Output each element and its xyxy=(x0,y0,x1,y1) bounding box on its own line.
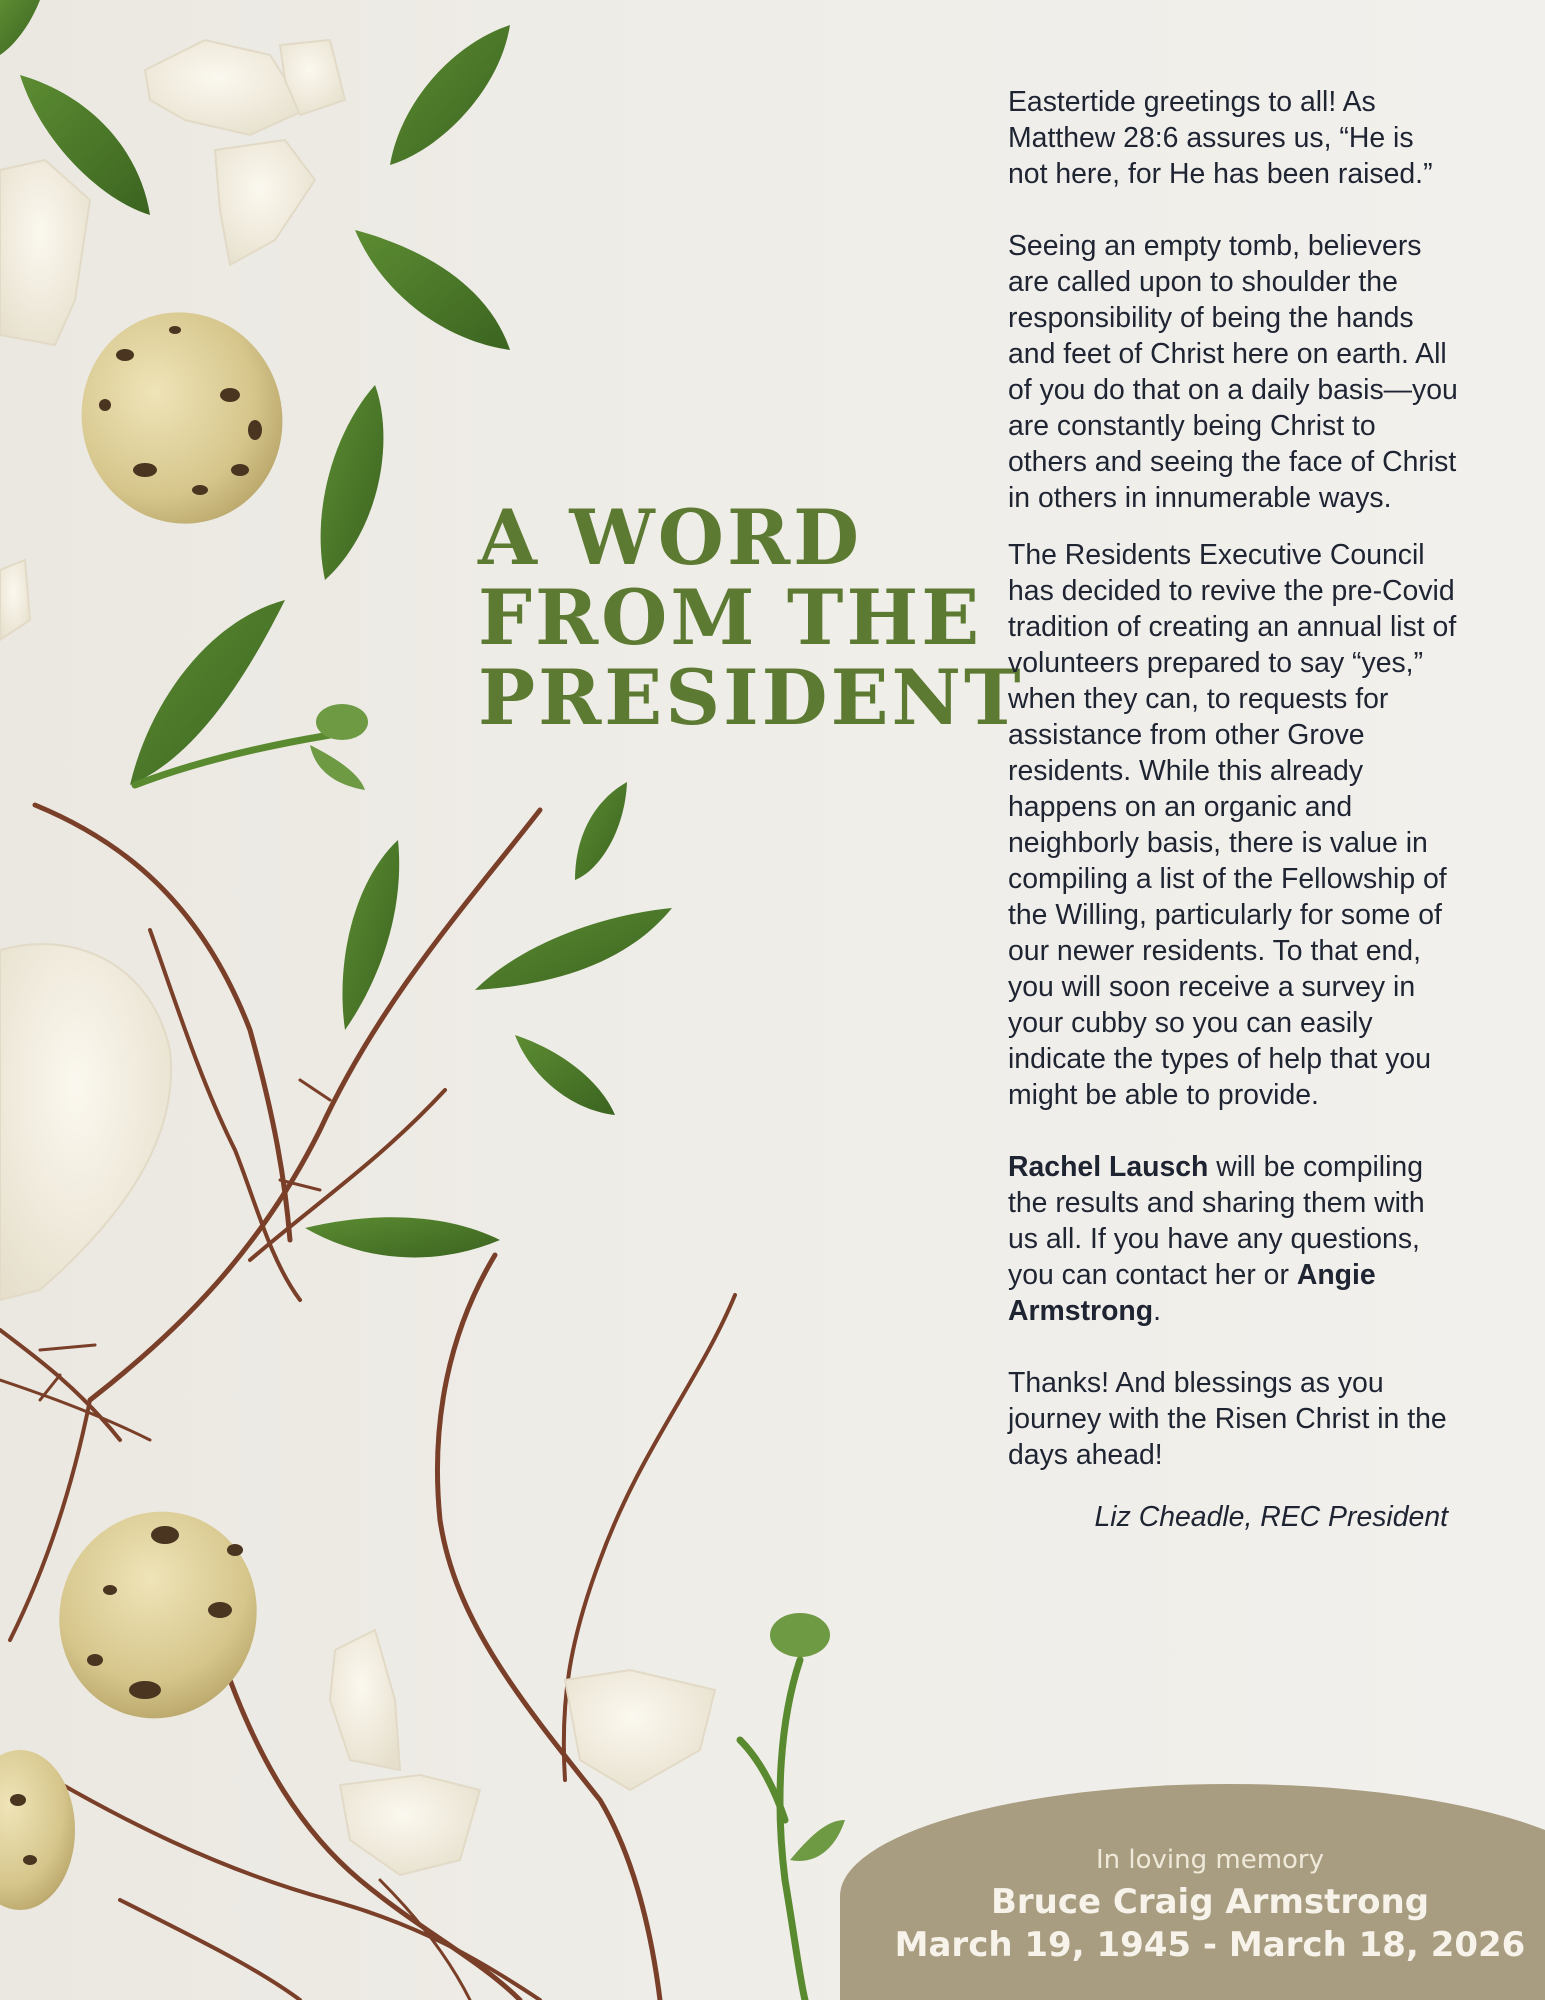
letter-text: . xyxy=(1153,1295,1162,1327)
person-name-bold: Rachel Lausch xyxy=(1008,1151,1209,1183)
title-line: A WORD xyxy=(478,493,863,582)
memorial-intro: In loving memory xyxy=(1095,1845,1325,1875)
letter-paragraph xyxy=(1008,1149,1460,1329)
title-line: FROM THE xyxy=(478,573,983,662)
letter-text: will be compiling the results and sharing them with us all. If you have any questions, you can contact her or xyxy=(1008,1151,1425,1291)
memorial-dates: March 19, 1945 - March 18, 2026 xyxy=(894,1925,1526,1965)
letter-paragraph: Thanks! And blessings as you journey with the Risen Christ in the days ahead! xyxy=(1008,1367,1447,1471)
memorial-text xyxy=(860,1842,1545,1966)
president-letter xyxy=(1008,84,1460,1556)
person-name-bold: Angie Armstrong xyxy=(1008,1259,1376,1327)
letter-paragraph: Seeing an empty tomb, believers are called upon to shoulder the responsibility of being the hands and feet of Christ here on earth. All of you do that on a daily basis—you are constantly being Christ to others and seeing the face of Christ in others in innumerable ways. xyxy=(1008,230,1458,514)
signature: Liz Cheadle, REC President xyxy=(1094,1501,1448,1533)
page-title xyxy=(478,493,1024,742)
memorial-name: Bruce Craig Armstrong xyxy=(990,1882,1430,1922)
title-line: PRESIDENT xyxy=(478,653,1024,742)
letter-paragraph: Eastertide greetings to all! As Matthew 28:6 assures us, “He is not here, for He has been raised.” xyxy=(1008,86,1433,190)
letter-paragraph: The Residents Executive Council has decided to revive the pre-Covid tradition of creating an annual list of volunteers prepared to say “yes,” when they can, to requests for assistance from other Grove residents. While this already happens on an organic and neighborly basis, there is value in compiling a list of the Fellowship of the Willing, particularly for some of our newer residents. To that end, you will soon receive a survey in your cubby so you can easily indicate the types of help that you might be able to provide. xyxy=(1008,539,1457,1111)
